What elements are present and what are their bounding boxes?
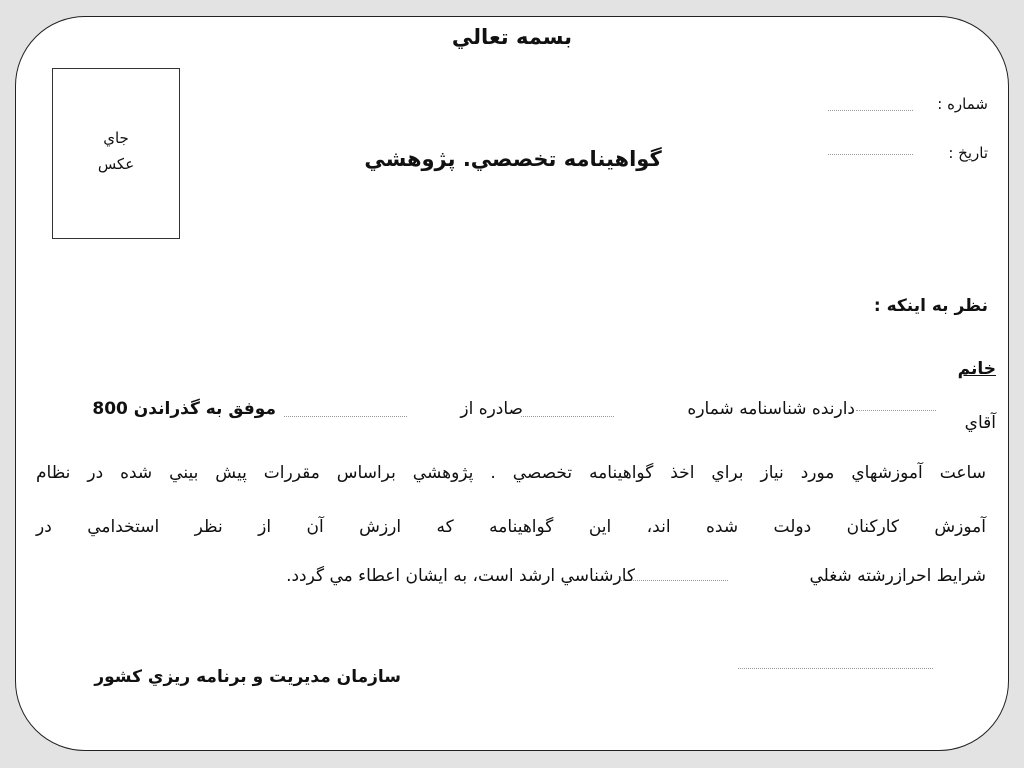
issued-place-field[interactable] (284, 416, 407, 417)
body-line-4-end: كارشناسي ارشد است، به ايشان اعطاء مي گردد. (286, 566, 635, 586)
top-title: بسمه تعالي (451, 25, 573, 49)
intro-text: نظر به اينكه : (873, 296, 988, 316)
date-label: تاريخ : (948, 144, 988, 162)
name-field[interactable] (856, 410, 936, 411)
body-line-3: آموزش كاركنان دولت شده اند، اين گواهينامه كه ارزش آن از نظر استخدامي در (36, 517, 986, 537)
issued-from-text: صادره از (460, 399, 523, 419)
certificate-title: گواهينامه تخصصي. پژوهشي (364, 147, 662, 171)
body-line-2: ساعت آموزشهاي مورد نياز براي اخذ گواهينامه تخصصي . پژوهشي براساس مقررات پيش بيني شده در نظام (36, 463, 986, 483)
organization-name: سازمان مديريت و برنامه ريزي كشور (94, 667, 401, 687)
successful-text: موفق به گذراندن 800 (92, 399, 276, 419)
certificate-card (15, 16, 1009, 751)
title-female: خانم (957, 359, 996, 379)
title-male: آقاي (964, 413, 996, 433)
number-field[interactable] (828, 110, 913, 111)
id-number-field[interactable] (521, 416, 614, 417)
photo-label-line1: جاي (103, 129, 129, 147)
body-line-4-start: شرايط احرازرشته شغلي (809, 566, 986, 586)
photo-label-line2: عكس (97, 155, 135, 173)
job-field[interactable] (621, 580, 728, 581)
holder-text: دارنده شناسنامه شماره (687, 399, 855, 419)
signature-field[interactable] (738, 668, 933, 669)
number-label: شماره : (937, 95, 988, 113)
